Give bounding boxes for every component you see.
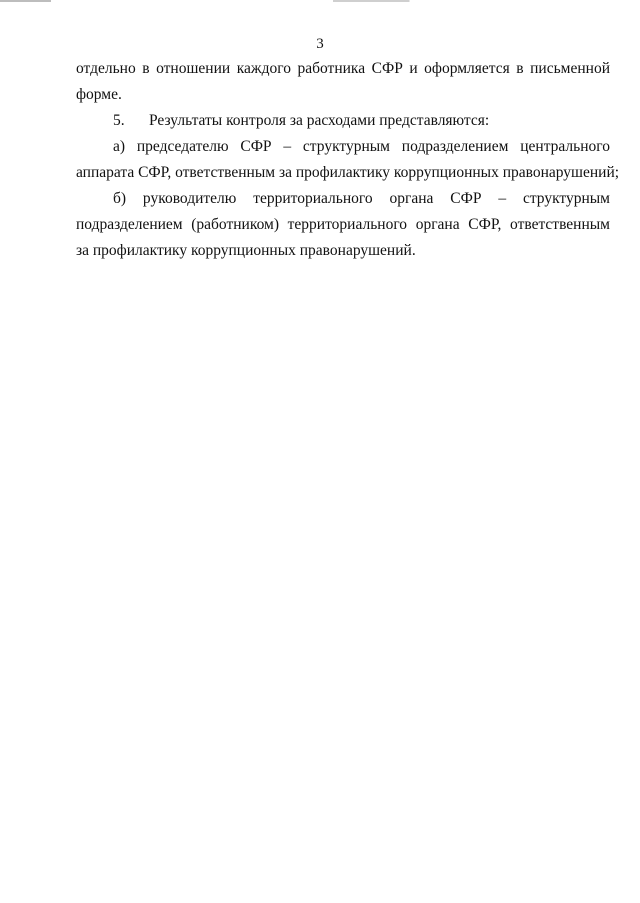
- paragraph-item-b: [76, 186, 610, 264]
- item-text: Результаты контроля за расходами представляются:: [149, 112, 490, 129]
- paragraph-intro: [76, 56, 610, 108]
- scan-edge-artifact: [0, 0, 640, 2]
- text-line: а) председателю СФР – структурным подразделением центрального: [113, 138, 610, 155]
- text-line: б) руководителю территориального органа СФР – структурным: [113, 190, 610, 207]
- text-line: отдельно в отношении каждого работника СФР и оформляется в письменной: [76, 60, 610, 77]
- text-line: за профилактику коррупционных правонарушений.: [76, 242, 416, 259]
- text-line: форме.: [76, 86, 122, 103]
- paragraph-item-a: [76, 134, 620, 186]
- paragraph-item-5: [76, 108, 610, 134]
- text-line: [76, 108, 610, 134]
- text-line: подразделением (работником) территориального органа СФР, ответственным: [76, 216, 610, 233]
- text-line: аппарата СФР, ответственным за профилактику коррупционных правонарушений;: [76, 164, 620, 181]
- item-number: 5.: [113, 112, 125, 129]
- page-number: 3: [316, 36, 324, 52]
